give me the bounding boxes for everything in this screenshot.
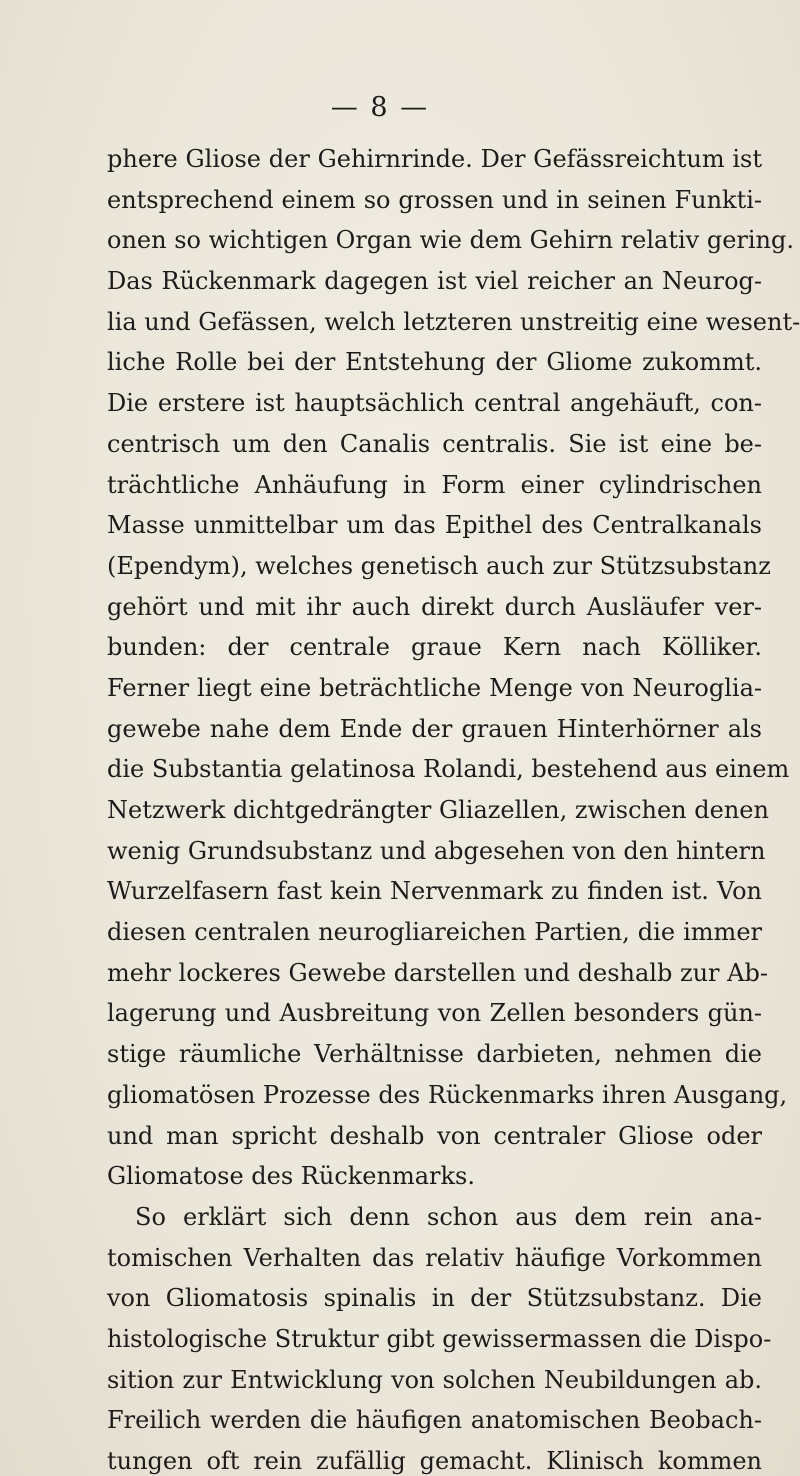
text-line: histologische Struktur gibt gewissermassen die Dispo- bbox=[107, 1324, 772, 1353]
text-line: entsprechend einem so grossen und in seinen Funkti- bbox=[107, 185, 762, 214]
page-number: — 8 — bbox=[330, 92, 430, 123]
text-line: (Ependym), welches genetisch auch zur Stützsubstanz bbox=[107, 551, 771, 580]
text-line: lagerung und Ausbreitung von Zellen besonders gün- bbox=[107, 999, 762, 1028]
text-line: stige räumliche Verhältnisse darbieten, nehmen die bbox=[107, 1040, 762, 1069]
text-line: gliomatösen Prozesse des Rückenmarks ihren Ausgang, bbox=[107, 1080, 788, 1109]
text-line: wenig Grundsubstanz und abgesehen von den hintern bbox=[107, 836, 766, 865]
text-line: Das Rückenmark dagegen ist viel reicher an Neurog- bbox=[107, 267, 762, 296]
text-line: lia und Gefässen, welch letzteren unstreitig eine wesent- bbox=[107, 307, 800, 336]
text-line: Wurzelfasern fast kein Nervenmark zu finden ist. Von bbox=[107, 877, 762, 906]
text-line: die Substantia gelatinosa Rolandi, bestehend aus einem bbox=[107, 755, 790, 784]
text-line: gehört und mit ihr auch direkt durch Ausläufer ver- bbox=[107, 592, 762, 621]
text-line: Masse unmittelbar um das Epithel des Centralkanals bbox=[107, 511, 762, 540]
text-line: Ferner liegt eine beträchtliche Menge von Neuroglia- bbox=[107, 673, 762, 702]
text-line: bunden: der centrale graue Kern nach Kölliker. bbox=[107, 633, 762, 662]
text-line: von Gliomatosis spinalis in der Stützsubstanz. Die bbox=[107, 1284, 762, 1313]
text-line: phere Gliose der Gehirnrinde. Der Gefässreichtum ist bbox=[107, 145, 762, 173]
paragraph-end-line: Gliomatose des Rückenmarks. bbox=[107, 1162, 475, 1191]
text-line: gewebe nahe dem Ende der grauen Hinterhörner als bbox=[107, 714, 762, 743]
text-line: tomischen Verhalten das relativ häufige Vorkommen bbox=[107, 1243, 762, 1272]
text-line: trächtliche Anhäufung in Form einer cylindrischen bbox=[107, 470, 762, 499]
text-line: und man spricht deshalb von centraler Gliose oder bbox=[107, 1121, 762, 1150]
body-text bbox=[107, 139, 800, 1476]
text-line: Netzwerk dichtgedrängter Gliazellen, zwischen denen bbox=[107, 796, 769, 824]
text-line: mehr lockeres Gewebe darstellen und deshalb zur Ab- bbox=[107, 958, 768, 987]
text-line: Die erstere ist hauptsächlich central angehäuft, con- bbox=[107, 389, 762, 418]
text-line: Freilich werden die häufigen anatomischen Beobach- bbox=[107, 1406, 762, 1435]
text-line: tungen oft rein zufällig gemacht. Klinisch kommen bbox=[107, 1447, 762, 1475]
paragraph-start-line: So erklärt sich denn schon aus dem rein ana- bbox=[135, 1202, 762, 1231]
text-line: centrisch um den Canalis centralis. Sie ist eine be- bbox=[107, 429, 762, 458]
text-line: onen so wichtigen Organ wie dem Gehirn relativ gering. bbox=[107, 226, 794, 255]
text-line: sition zur Entwicklung von solchen Neubildungen ab. bbox=[107, 1365, 762, 1394]
text-line: diesen centralen neurogliareichen Partien, die immer bbox=[107, 918, 762, 947]
text-line: liche Rolle bei der Entstehung der Gliome zukommt. bbox=[107, 348, 762, 377]
